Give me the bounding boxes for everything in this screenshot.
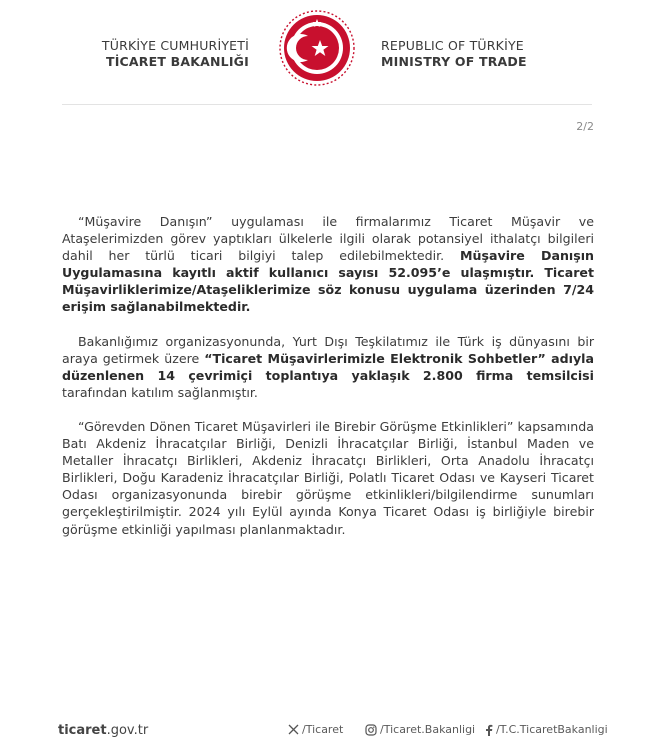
instagram-icon [365, 724, 377, 736]
header-divider [62, 104, 592, 105]
ministry-name-en: MINISTRY OF TRADE [381, 54, 527, 69]
ministry-name-tr: TİCARET BAKANLIĞI [105, 54, 249, 69]
letterhead [0, 0, 650, 105]
x-icon [288, 724, 299, 735]
x-handle: /Ticaret [302, 723, 344, 736]
letterhead-english [381, 38, 527, 70]
republic-name-tr: TÜRKİYE CUMHURİYETİ [101, 38, 249, 53]
ministry-emblem-icon [277, 8, 357, 88]
instagram-handle: /Ticaret.Bakanligi [380, 723, 476, 736]
paragraph-text: tarafından katılım sağlanmıştır. [62, 384, 258, 400]
x-social-link[interactable] [288, 723, 343, 736]
page-number: 2/2 [576, 120, 594, 133]
paragraph-text: “Müşavire Danışın” uygulaması ile firmalarımız Ticaret Müşavir ve Ataşelerimizden görev yaptıkları ülkelerle ilgili olarak potansiyel ithalatçı bilgileri dahil her türlü ticari bilgiyi talep edilebilmektedir. [62, 214, 594, 264]
paragraph-text: Bakanlığımız organizasyonunda, Yurt Dışı Teşkilatımız ile Türk iş dünyasını bir araya getirmek üzere [62, 333, 594, 366]
facebook-handle: /T.C.TicaretBakanligi [496, 723, 608, 736]
paragraph-bold-text: “Ticaret Müşavirlerimizle Elektronik Sohbetler” adıyla düzenlenen 14 çevrimiçi toplantıya yaklaşık 2.800 firma temsilcisi [62, 350, 595, 383]
letterhead-turkish [102, 38, 249, 70]
website-domain-bold: ticaret [58, 723, 107, 738]
footer [0, 718, 650, 742]
paragraph-3 [62, 418, 594, 538]
website-domain-suffix: .gov.tr [106, 723, 149, 738]
facebook-social-link[interactable] [485, 723, 608, 736]
republic-name-en: REPUBLIC OF TÜRKİYE [381, 38, 524, 53]
paragraph-text: “Görevden Dönen Ticaret Müşavirleri ile Birebir Görüşme Etkinlikleri” kapsamında Batı Akdeniz İhracatçılar Birliği, Denizli İhracatçılar Birliği, İstanbul Maden ve Metaller İhracatçı Birlikleri, Akdeniz İhracatçı Birlikleri, Orta Anadolu İhracatçı Birlikleri, Doğu Karadeniz İhracatçılar Birliği, Polatlı Ticaret Odası ve Kayseri Ticaret Odası organizasyonunda birebir görüşme etkinlikleri/bilgilendirme sunumları gerçekleştirilmiştir. 2024 yılı Eylül ayında Konya Ticaret Odası iş birliğiyle birebir görüşme etkinliği yapılması planlanmaktadır. [62, 418, 594, 537]
paragraph-bold-text: Müşavire Danışın Uygulamasına kayıtlı aktif kullanıcı sayısı 52.095’e ulaşmıştır. Ticaret Müşavirliklerimize/Ataşeliklerimize söz konusu uygulama üzerinden 7/24 erişim sağlanabilmektedir. [62, 248, 595, 315]
website-link[interactable] [58, 723, 148, 738]
document-body [62, 213, 594, 555]
paragraph-2 [62, 333, 594, 401]
paragraph-1 [62, 213, 594, 316]
facebook-icon [485, 724, 493, 736]
instagram-social-link[interactable] [365, 723, 475, 736]
